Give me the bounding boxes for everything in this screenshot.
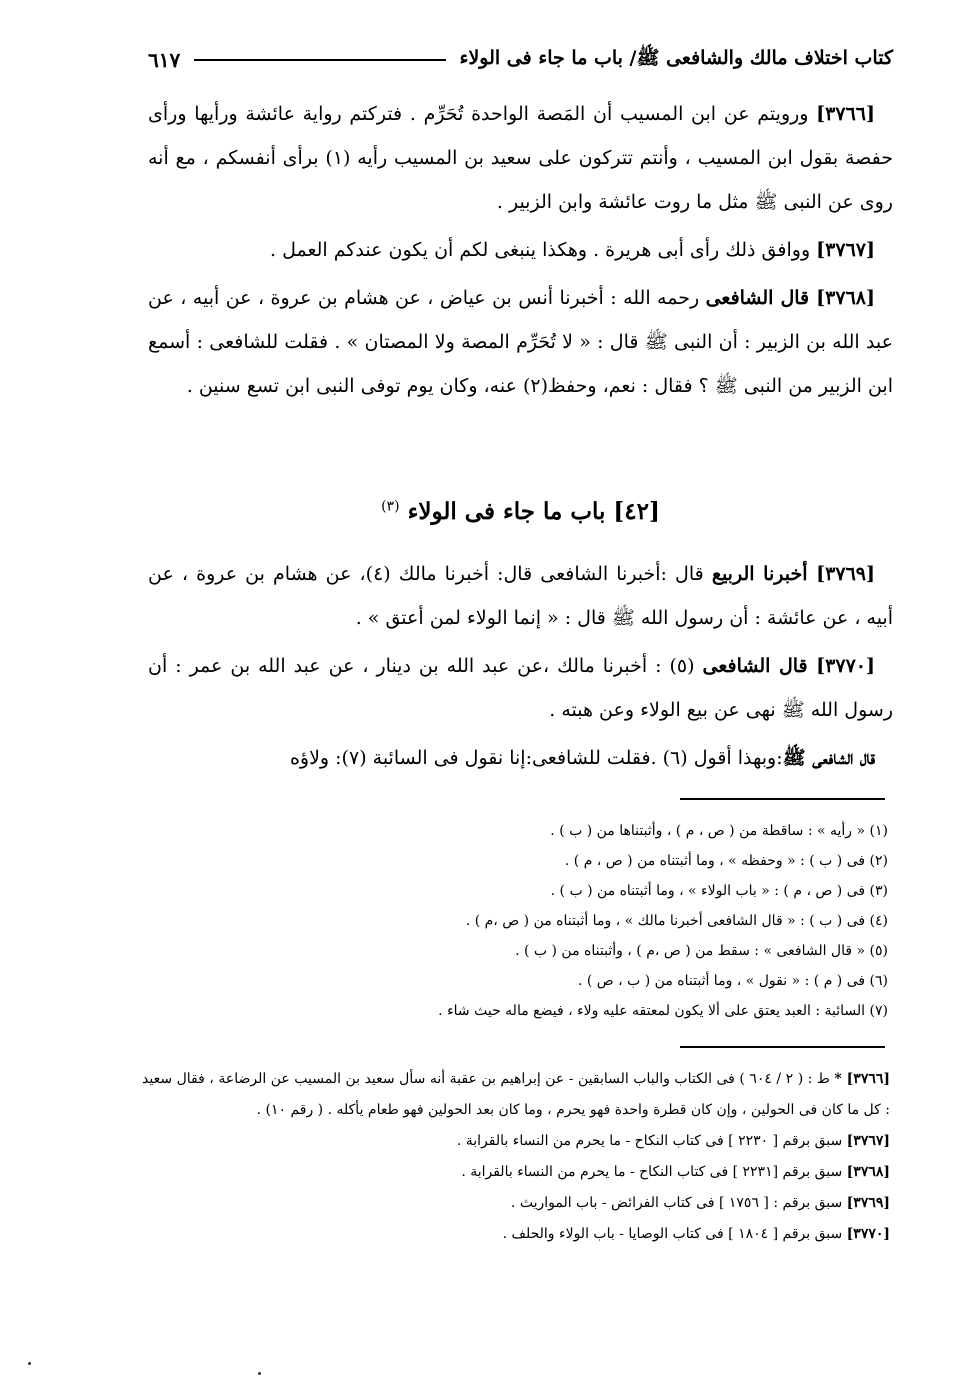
reference-number: [٣٧٦٧] [846,1133,890,1149]
footnote-separator [680,798,885,800]
paragraph-lead: قال الشافعى [702,655,817,677]
paragraph-text: قال :أخبرنا الشافعى قال: أخبرنا مالك (٤)، عن هشام بن عروة ، عن أبيه ، عن عائشة : أن رسول الله ﷺ قال : « إنما الولاء لمن أعتق » . [148,563,893,629]
reference-number: [٣٧٦٨] [846,1164,890,1180]
references-separator [680,1046,885,1048]
paragraph-3766 [148,92,893,224]
paragraph-text: (٥) : أخبرنا مالك ،عن عبد الله بن دينار ، عن عبد الله بن عمر : أن رسول الله ﷺ نهى عن بيع الولاء وعن هبته . [148,655,893,721]
scan-speck [258,1372,261,1375]
reference-text: سبق برقم [٢٢٣١ ] فى كتاب النكاح - ما يحرم من النساء بالقرابة . [461,1164,847,1180]
reference-number: [٣٧٦٦] * [834,1071,890,1087]
page-number: ٦١٧ [148,48,181,72]
reference-text: سبق برقم [ ١٨٠٤ ] فى كتاب الوصايا - باب الولاء والحلف . [502,1226,847,1242]
footnote-item: (٦) فى ( م ) : « نقول » ، وما أثبتناه من ( ب ، ص ) . [577,973,888,989]
footnotes [340,816,888,1026]
footnote-item: (٢) فى ( ب ) : « وحفظه » ، وما أثبتناه من ( ص ، م ) . [564,853,888,869]
reference-item [142,1126,890,1157]
source-references [142,1064,890,1250]
paragraph-text: ورويتم عن ابن المسيب أن المَصة الواحدة تُحَرِّم . فتركتم رواية عائشة ورأيها ورأى حفصة بقول ابن المسيب ، وأنتم تتركون على سعيد بن المسيب رأيه (١) برأى أنفسكم ، مع أنه روى عن النبى ﷺ مثل ما روت عائشة وابن الزبير . [148,103,893,213]
running-header [148,42,893,78]
paragraph-3768 [148,276,893,408]
header-rule [194,59,445,61]
main-text-lower [148,552,893,784]
reference-text: سبق برقم : [ ١٧٥٦ ] فى كتاب الفرائض - باب المواريث . [510,1195,847,1211]
paragraph-number: [٣٧٦٨] [816,287,875,309]
paragraph-3770 [148,644,893,732]
reference-item [142,1157,890,1188]
section-heading-text: [٤٢] باب ما جاء فى الولاء [407,498,660,525]
reference-number: [٣٧٦٩] [846,1195,890,1211]
paragraph-lead: أخبرنا الربيع [711,563,817,585]
header-title: كتاب اختلاف مالك والشافعى ﷺ/ باب ما جاء فى الولاء [459,47,893,69]
footnote-item: (٣) فى ( ص ، م ) : « باب الولاء » ، وما أثبتناه من ( ب ) . [550,883,888,899]
scan-speck [28,1362,31,1365]
footnote-item: (١) « رأيه » : ساقطة من ( ص ، م ) ، وأثبتناها من ( ب ) . [550,823,888,839]
section-heading-note: (٣) [381,498,400,515]
footnote-item: (٥) « قال الشافعى » : سقط من ( ص ،م ) ، وأثبتناه من ( ب ) . [515,943,888,959]
main-text-upper [148,92,893,412]
paragraph-number: [٣٧٧٠] [816,655,875,677]
footnote-item: (٧) السائبة : العبد يعتق على ألا يكون لمعتقه عليه ولاء ، فيضع ماله حيث شاء . [438,1003,888,1019]
paragraph-number: [٣٧٦٦] [816,103,875,125]
paragraph-number: [٣٧٦٩] [816,563,875,585]
paragraph-lead: قال الشافعى ﷺ [782,747,875,769]
reference-item [142,1188,890,1219]
paragraph-number: [٣٧٦٧] [816,239,875,261]
paragraph-text: ووافق ذلك رأى أبى هريرة . وهكذا ينبغى لكم أن يكون عندكم العمل . [270,239,817,261]
section-heading [148,498,893,525]
reference-item [142,1219,890,1250]
paragraph-lead: قال الشافعى [705,287,817,309]
paragraph-3769 [148,552,893,640]
reference-item [142,1064,890,1126]
paragraph-continuation [148,736,893,780]
reference-text: سبق برقم [ ٢٢٣٠ ] فى كتاب النكاح - ما يحرم من النساء بالقرابة . [456,1133,847,1149]
footnote-item: (٤) فى ( ب ) : « قال الشافعى أخبرنا مالك » ، وما أثبتناه من ( ص ،م ) . [465,913,888,929]
paragraph-text: رحمه الله : أخبرنا أنس بن عياض ، عن هشام بن عروة ، عن أبيه ، عن عبد الله بن الزبير : أن النبى ﷺ قال : « لا تُحَرِّم المصة ولا المصتان » . فقلت للشافعى : أسمع ابن الزبير من النبى ﷺ ؟ فقال : نعم، وحفظ(٢) عنه، وكان يوم توفى النبى ابن تسع سنين . [148,287,893,397]
reference-number: [٣٧٧٠] [846,1226,890,1242]
reference-text: ط : ( ٢ / ٦٠٤ ) فى الكتاب والباب السابقين - عن إبراهيم بن عقبة أنه سأل سعيد بن المسيب عن الرضاعة ، فقال سعيد : كل ما كان فى الحولين ، وإن كان قطرة واحدة فهو يحرم ، وما كان بعد الحولين فهو طعام يأكله . ( رقم ١٠) . [142,1071,890,1118]
paragraph-3767 [148,228,893,272]
paragraph-text: :وبهذا أقول (٦) .فقلت للشافعى:إنا نقول فى السائبة (٧): ولاؤه [289,747,783,769]
